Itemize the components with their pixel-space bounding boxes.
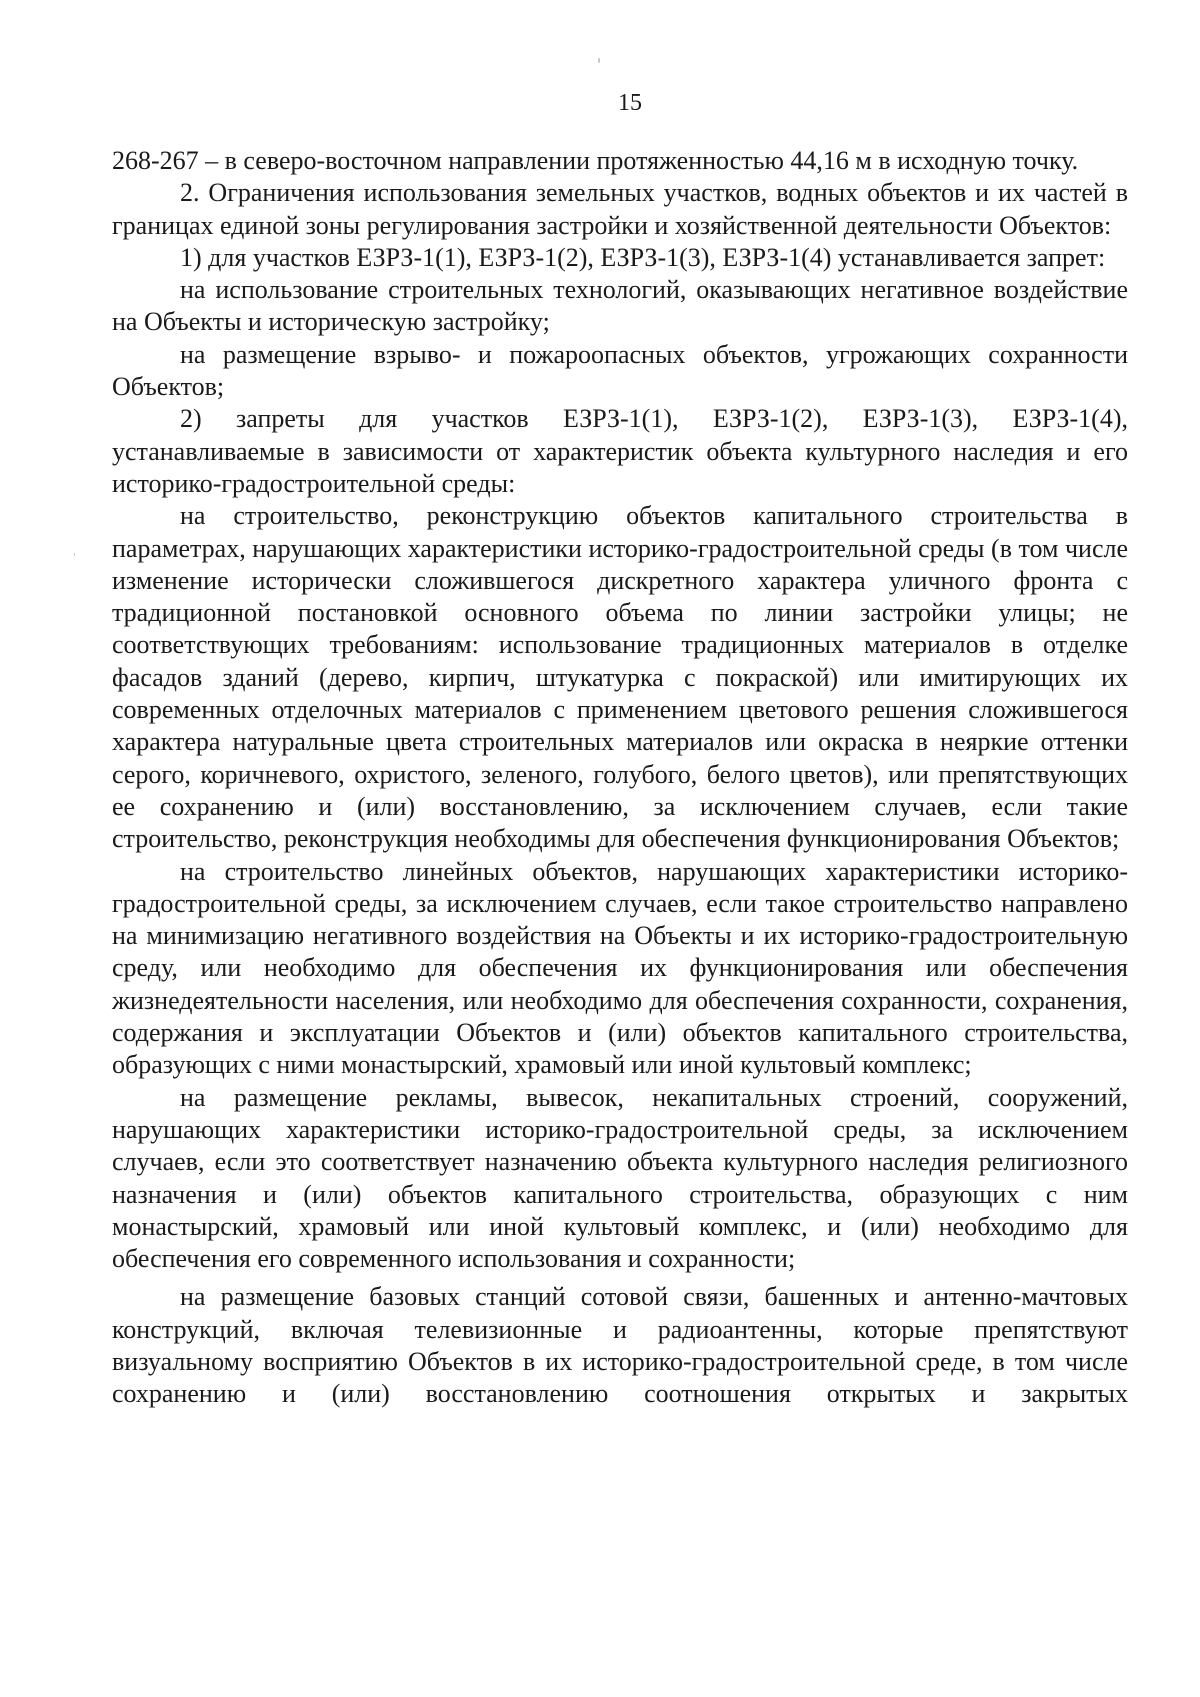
paragraph-ban-hazardous-objects: на размещение взрыво- и пожароопасных объектов, угрожающих сохранности Объектов; [112, 339, 1128, 402]
paragraph-item-2: 2) запреты для участков ЕЗРЗ-1(1), ЕЗРЗ-1(2), ЕЗРЗ-1(3), ЕЗРЗ-1(4), устанавливаемые в зависимости от характеристик объекта культурного наследия и его историко-градостроительной среды: [112, 404, 1128, 498]
page-number: 15 [618, 90, 642, 116]
scan-speck [598, 58, 600, 63]
paragraph-ban-construction: на строительство, реконструкцию объектов капитального строительства в параметрах, нарушающих характеристики историко-градостроительной среды (в том числе изменение исторически сложившегося дискретного характера уличного фронта с традиционной постановкой основного объема по линии застройки улицы; не соответствующих требованиям: использование традиционных материалов в отделке фасадов зданий (дерево, кирпич, штукатурка с покраской) или имитирующих их современных отделочных материалов с применением цветового решения сложившегося характера натуральные цвета строительных материалов или окраска в неяркие оттенки серого, коричневого, охристого, зеленого, голубого, белого цветов), или препятствующих ее сохранению и (или) восстановлению, за исключением случаев, если такие строительство, реконструкция необходимы для обеспечения функционирования Объектов; [112, 501, 1128, 854]
paragraph-route-end: 268-267 – в северо-восточном направлении протяженностью 44,16 м в исходную точку. [112, 146, 1079, 175]
paragraph-item-1: 1) для участков ЕЗРЗ-1(1), ЕЗРЗ-1(2), ЕЗРЗ-1(3), ЕЗРЗ-1(4) устанавливается запрет: [180, 242, 1106, 272]
paragraph-ban-advertising: на размещение рекламы, вывесок, некапитальных строений, сооружений, нарушающих характеристики историко-градостроительной среды, за исключением случаев, если это соответствует назначению объекта культурного наследия религиозного назначения и (или) объектов капитального строительства, образующих с ним монастырский, храмовый или иной культовый комплекс, и (или) необходимо для обеспечения его современного использования и сохранности; [112, 1082, 1128, 1274]
paragraph-ban-cell-towers: на размещение базовых станций сотовой связи, башенных и антенно-мачтовых конструкций, включая телевизионные и радиоантенны, которые препятствуют визуальному восприятию Объектов в их историко-градостроительной среде, в том числе сохранению и (или) восстановлению соотношения открытых и закрытых [112, 1282, 1128, 1409]
paragraph-ban-linear-objects: на строительство линейных объектов, нарушающих характеристики историко-градостроительной среды, за исключением случаев, если такое строительство направлено на минимизацию негативного воздействия на Объекты и их историко-градостроительную среду, или необходимо для обеспечения их функционирования или обеспечения жизнедеятельности населения, или необходимо для обеспечения сохранности, сохранения, содержания и эксплуатации Объектов и (или) объектов капитального строительства, образующих с ними монастырский, храмовый или иной культовый комплекс; [112, 856, 1128, 1080]
paragraph-restrictions-heading: 2. Ограничения использования земельных участков, водных объектов и их частей в границах единой зоны регулирования застройки и хозяйственной деятельности Объектов: [112, 178, 1128, 240]
paragraph-ban-technologies: на использование строительных технологий, оказывающих негативное воздействие на Объекты и историческую застройку; [112, 275, 1128, 337]
document-body [112, 145, 1128, 1411]
scan-speck [74, 553, 75, 556]
